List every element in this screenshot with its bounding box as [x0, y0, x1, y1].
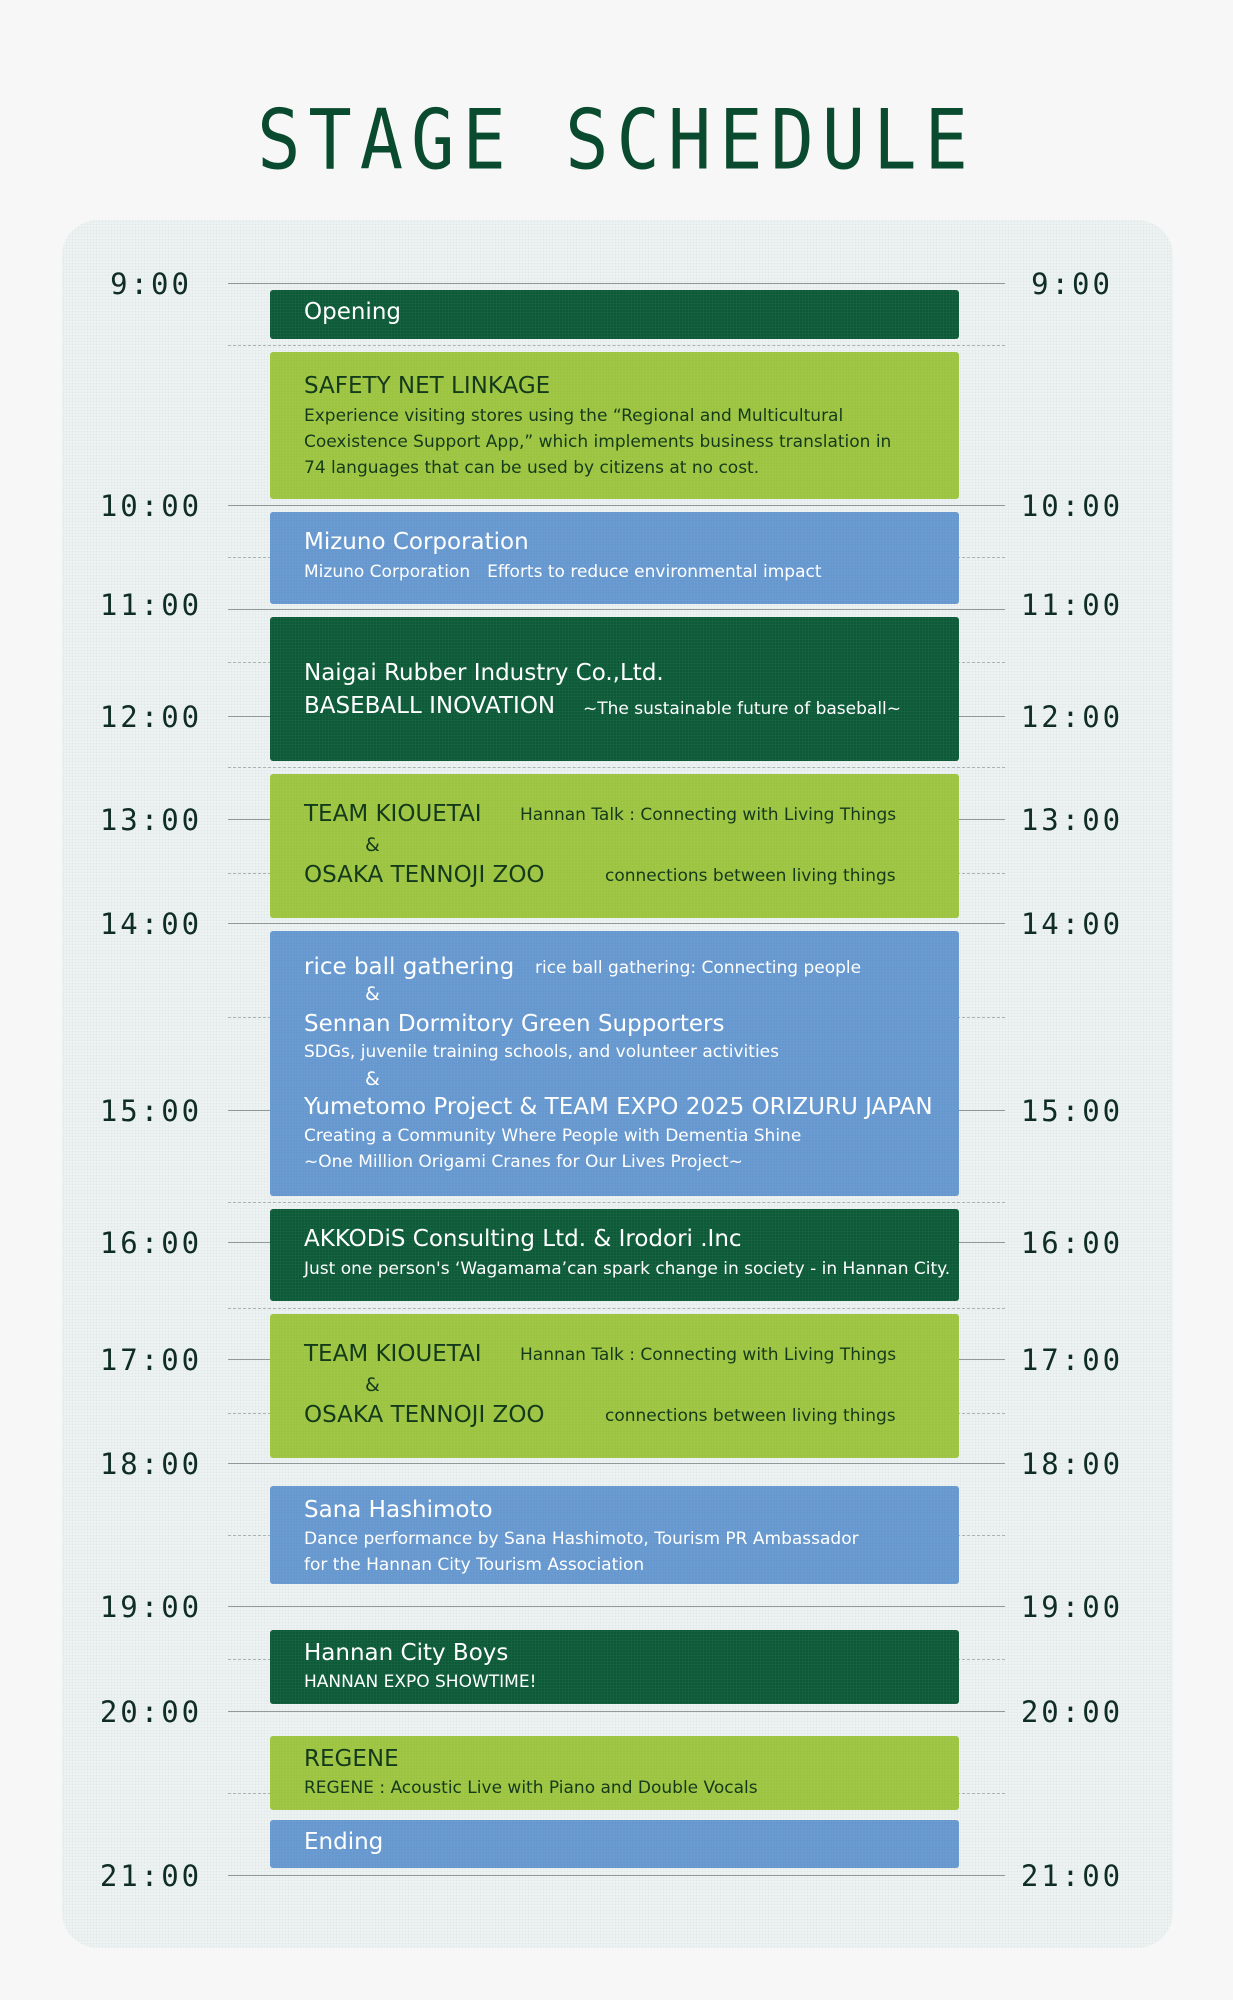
event-desc: REGENE : Acoustic Live with Piano and Double Vocals: [304, 1778, 758, 1798]
time-label-right: 12:00: [1020, 700, 1124, 734]
half-hour-line: [228, 345, 1005, 346]
event-title: AKKODiS Consulting Ltd. & Irodori .Inc: [304, 1226, 742, 1252]
event-desc: Hannan Talk : Connecting with Living Things: [520, 805, 897, 825]
time-label-left: 19:00: [99, 1590, 203, 1624]
time-label-left: 13:00: [99, 803, 203, 837]
event-ending: [270, 1820, 959, 1868]
half-hour-line: [228, 1308, 1005, 1309]
event-title: Yumetomo Project & TEAM EXPO 2025 ORIZURU JAPAN: [304, 1094, 933, 1120]
event-desc-line: Creating a Community Where People with Dementia Shine: [304, 1126, 802, 1146]
ampersand: &: [365, 834, 380, 856]
ampersand: &: [365, 1374, 380, 1396]
event-desc: HANNAN EXPO SHOWTIME!: [304, 1672, 537, 1692]
event-title: REGENE: [304, 1746, 399, 1772]
time-label-right: 9:00: [1031, 267, 1113, 301]
hour-line: [228, 1463, 1005, 1464]
time-label-left: 10:00: [99, 489, 203, 523]
time-label-right: 20:00: [1020, 1695, 1124, 1729]
hour-line: [228, 609, 1005, 610]
event-naigai-rubber: [270, 617, 959, 761]
time-label-right: 13:00: [1020, 803, 1124, 837]
event-title: TEAM KIOUETAI: [304, 801, 482, 827]
time-label-left: 11:00: [99, 588, 203, 622]
event-desc: connections between living things: [605, 866, 896, 886]
event-title: Hannan City Boys: [304, 1640, 509, 1666]
hour-line: [228, 923, 1005, 924]
half-hour-line: [228, 1202, 1005, 1203]
time-label-right: 18:00: [1020, 1447, 1124, 1481]
event-desc-line: for the Hannan City Tourism Association: [304, 1555, 645, 1575]
event-mizuno: [270, 512, 959, 604]
time-label-left: 12:00: [99, 700, 203, 734]
event-rice-ball-gathering: [270, 931, 959, 1196]
event-title: SAFETY NET LINKAGE: [304, 373, 551, 399]
time-label-left: 9:00: [110, 267, 192, 301]
event-team-kiouetai-1: [270, 774, 959, 918]
time-label-right: 10:00: [1020, 489, 1124, 523]
event-akkodis: [270, 1209, 959, 1301]
ampersand: &: [365, 983, 380, 1005]
event-desc: connections between living things: [605, 1406, 896, 1426]
time-label-left: 14:00: [99, 907, 203, 941]
time-label-right: 19:00: [1020, 1590, 1124, 1624]
ampersand: &: [365, 1068, 380, 1090]
event-title: rice ball gathering: [304, 954, 515, 980]
event-team-kiouetai-2: [270, 1314, 959, 1458]
event-title: Mizuno Corporation: [304, 529, 529, 555]
event-regene: [270, 1736, 959, 1810]
event-hannan-city-boys: [270, 1630, 959, 1704]
event-desc: SDGs, juvenile training schools, and volunteer activities: [304, 1042, 779, 1062]
half-hour-line: [228, 767, 1005, 768]
event-desc: Hannan Talk : Connecting with Living Things: [520, 1345, 897, 1365]
event-desc-line: ~One Million Origami Cranes for Our Lives Project~: [304, 1152, 743, 1172]
time-label-left: 17:00: [99, 1343, 203, 1377]
time-label-left: 21:00: [99, 1859, 203, 1893]
event-desc: ~The sustainable future of baseball~: [583, 699, 902, 719]
event-title: Naigai Rubber Industry Co.,Ltd.: [304, 660, 664, 686]
time-label-right: 16:00: [1020, 1226, 1124, 1260]
hour-line: [228, 505, 1005, 506]
time-label-right: 11:00: [1020, 588, 1124, 622]
event-subtitle: BASEBALL INOVATION: [304, 693, 556, 719]
event-title: TEAM KIOUETAI: [304, 1341, 482, 1367]
hour-line: [228, 1875, 1005, 1876]
event-safety-net-linkage: [270, 352, 959, 499]
time-label-right: 15:00: [1020, 1094, 1124, 1128]
hour-line: [228, 1711, 1005, 1712]
event-desc-line: Dance performance by Sana Hashimoto, Tourism PR Ambassador: [304, 1529, 859, 1549]
hour-line: [228, 283, 1005, 284]
time-label-right: 21:00: [1020, 1859, 1124, 1893]
event-sana-hashimoto: [270, 1486, 959, 1584]
event-title: OSAKA TENNOJI ZOO: [304, 862, 545, 888]
hour-line: [228, 1606, 1005, 1607]
time-label-left: 15:00: [99, 1094, 203, 1128]
event-desc: rice ball gathering: Connecting people: [535, 958, 862, 978]
time-label-right: 14:00: [1020, 907, 1124, 941]
event-desc: Mizuno Corporation Efforts to reduce environmental impact: [304, 562, 822, 582]
event-title: Sana Hashimoto: [304, 1497, 493, 1523]
event-opening: [270, 290, 959, 339]
page-title: STAGE SCHEDULE: [257, 91, 976, 189]
time-label-left: 18:00: [99, 1447, 203, 1481]
event-desc-line: Experience visiting stores using the “Regional and Multicultural: [304, 406, 844, 426]
event-desc-line: Coexistence Support App,” which implements business translation in: [304, 432, 892, 452]
time-label-left: 16:00: [99, 1226, 203, 1260]
event-title: Ending: [304, 1829, 384, 1855]
event-title: OSAKA TENNOJI ZOO: [304, 1402, 545, 1428]
event-desc: Just one person's ‘Wagamama’can spark change in society - in Hannan City.: [304, 1259, 951, 1279]
event-desc-line: 74 languages that can be used by citizens at no cost.: [304, 458, 760, 478]
event-title: Sennan Dormitory Green Supporters: [304, 1011, 725, 1037]
event-title: Opening: [304, 299, 401, 325]
time-label-right: 17:00: [1020, 1343, 1124, 1377]
time-label-left: 20:00: [99, 1695, 203, 1729]
